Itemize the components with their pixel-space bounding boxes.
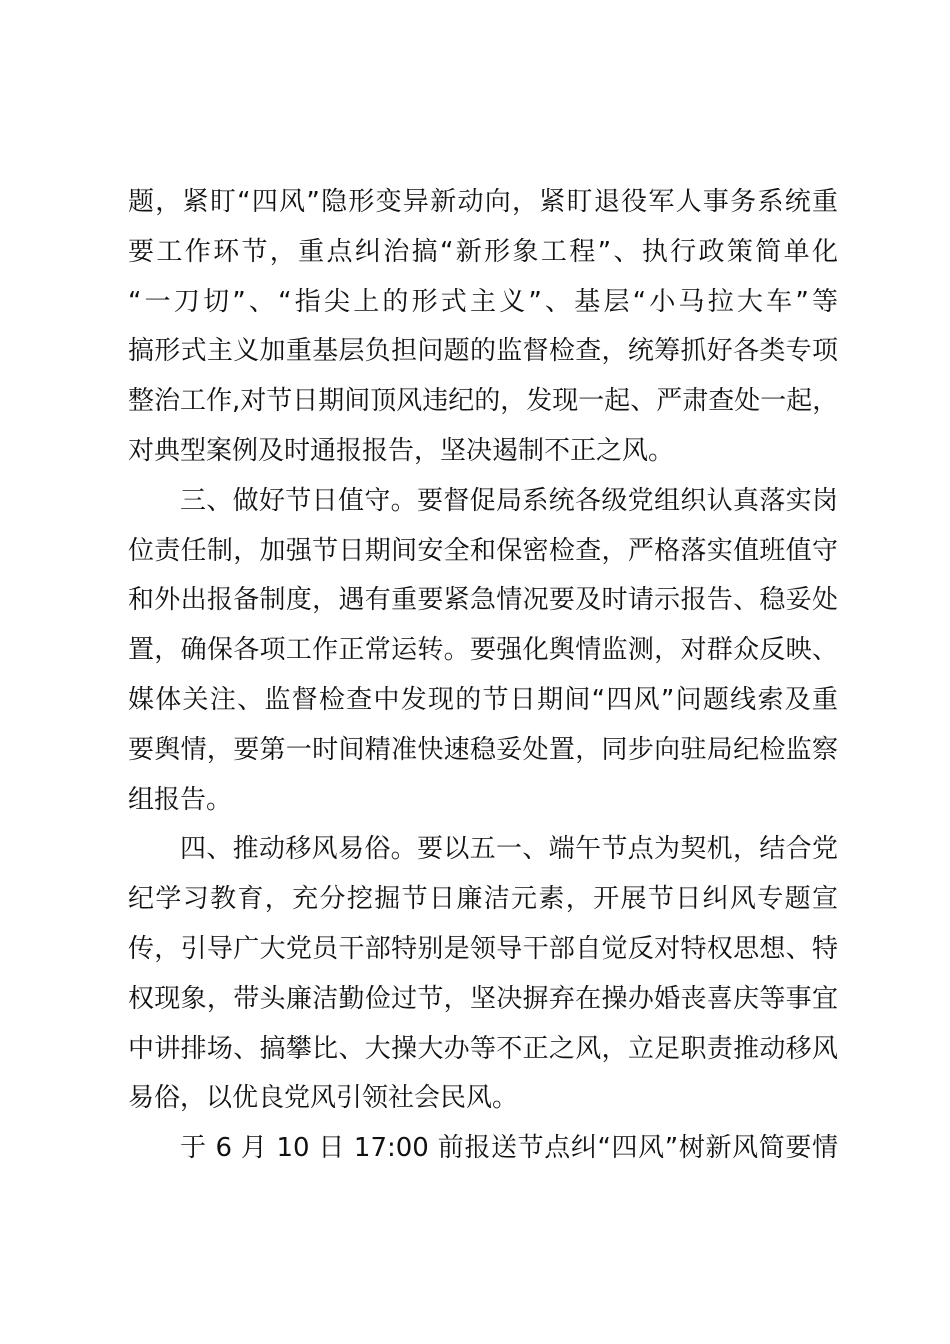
text-line: 对典型案例及时通报报告，坚决遏制不正之风。 <box>128 435 675 466</box>
text-line: 题，紧盯“四风”隐形变异新动向，紧盯退役军人事务系统重 <box>128 187 838 217</box>
text-line: 置，确保各项工作正常运转。要强化舆情监测，对群众反映、 <box>128 635 838 666</box>
text-line: 媒体关注、监督检查中发现的节日期间“四风”问题线索及重 <box>128 684 838 715</box>
text-line: 整治工作,对节日期间顶风违纪的，发现一起、严肃查处一起， <box>128 386 839 417</box>
text-line: 四、推动移风易俗。要以五一、端午节点为契机，结合党 <box>180 834 838 865</box>
text-line: 要舆情，要第一时间精准快速稳妥处置，同步向驻局纪检监察 <box>128 734 838 765</box>
text-line: 权现象，带头廉洁勤俭过节，坚决摒弃在操办婚丧喜庆等事宜 <box>128 983 838 1014</box>
text-line: 纪学习教育，充分挖掘节日廉洁元素，开展节日纠风专题宣 <box>128 884 838 915</box>
document-body <box>128 178 838 1174</box>
text-line: 和外出报备制度，遇有重要紧急情况要及时请示报告、稳妥处 <box>128 585 838 616</box>
text-line: 中讲排场、搞攀比、大操大办等不正之风，立足职责推动移风 <box>128 1033 838 1064</box>
text-line: 易俗，以优良党风引领社会民风。 <box>128 1083 519 1114</box>
text-line: 传，引导广大党员干部特别是领导干部自觉反对特权思想、特 <box>128 933 838 964</box>
text-line: 要工作环节，重点纠治搞“新形象工程”、执行政策简单化 <box>128 236 838 267</box>
text-line: 位责任制，加强节日期间安全和保密检查，严格落实值班值守 <box>128 535 838 566</box>
text-line: 三、做好节日值守。要督促局系统各级党组织认真落实岗 <box>180 485 838 516</box>
text-line: 组报告。 <box>128 784 233 815</box>
text-line: “一刀切”、“指尖上的形式主义”、基层“小马拉大车”等 <box>128 286 838 317</box>
text-line: 于 6 月 10 日 17:00 前报送节点纠“四风”树新风简要情 <box>180 1133 838 1164</box>
text-line: 搞形式主义加重基层负担问题的监督检查，统筹抓好各类专项 <box>128 336 838 367</box>
